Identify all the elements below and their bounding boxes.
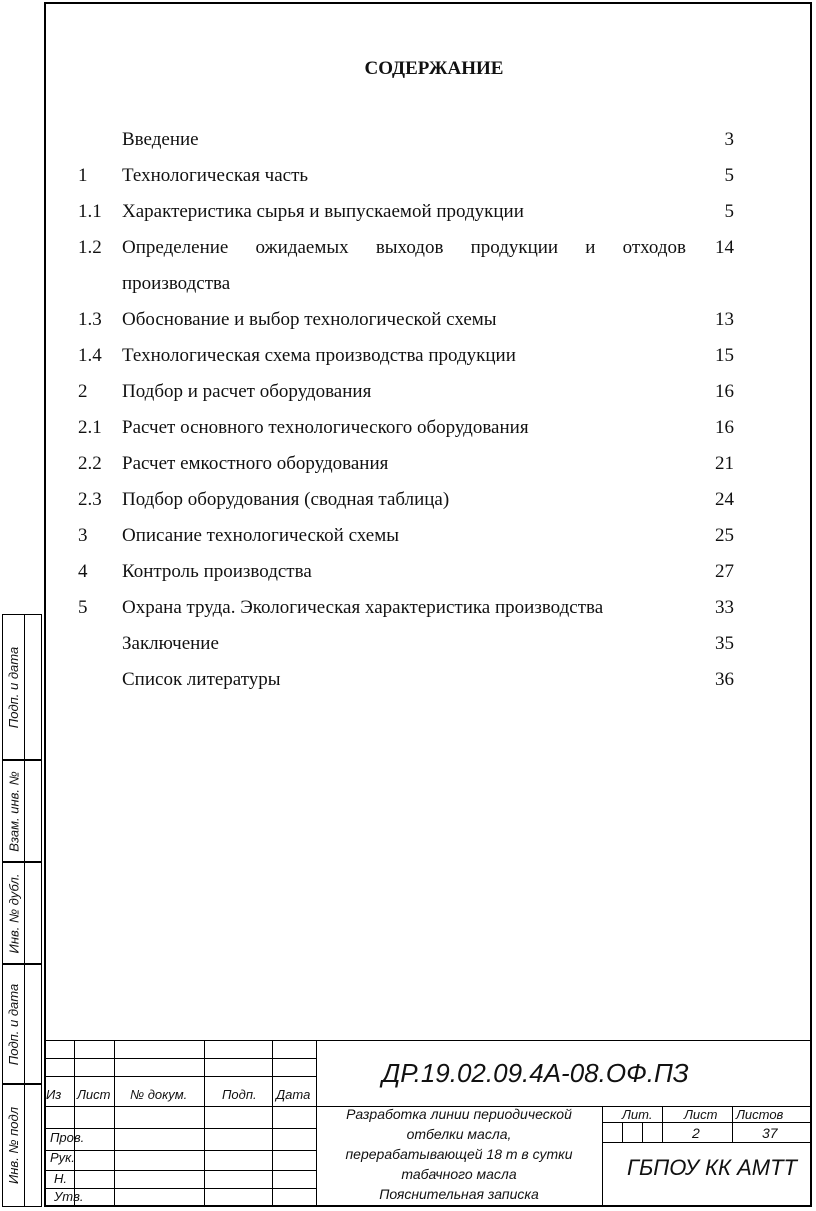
description-line: отбелки масла,: [406, 1126, 512, 1142]
toc-number: 5: [78, 597, 88, 618]
margin-cell-replace-inv: [2, 760, 42, 862]
toc-number: 2: [78, 381, 88, 402]
toc-page: 36: [715, 669, 734, 690]
toc-title: Описание технологической схемы: [122, 525, 400, 546]
toc-number: 4: [78, 561, 88, 582]
toc-number: 2.2: [78, 453, 102, 474]
toc-entry: [78, 590, 738, 626]
toc-entry: [78, 626, 738, 662]
toc-title: Подбор и расчет оборудования: [122, 381, 372, 402]
toc-page: 16: [715, 381, 734, 402]
toc-page: 15: [715, 345, 734, 366]
toc-page: 35: [715, 633, 734, 654]
toc-entry: [78, 194, 738, 230]
toc-entry: [78, 410, 738, 446]
toc-title: Список литературы: [122, 669, 281, 690]
toc-page: 21: [715, 453, 734, 474]
margin-label: Подп. и дата: [6, 646, 22, 728]
toc-entry: [78, 302, 738, 338]
sheets-total: 37: [762, 1125, 778, 1141]
toc-page: 3: [724, 129, 734, 150]
toc-number: [78, 122, 122, 158]
margin-cell-sign-date-2: [2, 964, 42, 1084]
toc-page: 24: [715, 489, 734, 510]
toc-title: Расчет емкостного оборудования: [122, 453, 389, 474]
toc-title: Охрана труда. Экологическая характеристика производства: [122, 597, 604, 618]
toc-page: 33: [715, 597, 734, 618]
toc-title: Подбор оборудования (сводная таблица): [122, 489, 450, 510]
col-doc-no: № докум.: [130, 1087, 188, 1102]
description-line: табачного масла: [401, 1166, 517, 1182]
margin-cell-orig-inv: [2, 1084, 42, 1207]
toc-title: Технологическая схема производства продукции: [122, 345, 516, 366]
toc-entry: [78, 338, 738, 374]
sheet-number: 2: [692, 1125, 700, 1141]
toc-title: Технологическая часть: [122, 165, 309, 186]
contents-heading: СОДЕРЖАНИЕ: [364, 58, 504, 79]
toc-number: [78, 626, 122, 662]
toc-number: 1.3: [78, 309, 102, 330]
col-date: Дата: [276, 1087, 311, 1102]
role-approved: Утв.: [54, 1189, 84, 1204]
sheet-label: Лист: [684, 1107, 718, 1122]
margin-cell-sign-date: [2, 614, 42, 760]
margin-label: Подп. и дата: [6, 983, 22, 1065]
table-of-contents: [78, 122, 738, 698]
toc-number: 1.4: [78, 345, 102, 366]
organization: ГБПОУ КК АМТТ: [627, 1155, 797, 1180]
toc-number: 2.3: [78, 489, 102, 510]
role-checked: Пров.: [50, 1130, 85, 1145]
toc-number: 3: [78, 525, 88, 546]
toc-page: 27: [715, 561, 734, 582]
toc-number: [78, 662, 122, 698]
toc-entry: [78, 518, 738, 554]
lit-label: Лит.: [622, 1107, 653, 1122]
toc-number: 1: [78, 165, 88, 186]
toc-page: 16: [715, 417, 734, 438]
description-line: Разработка линии периодической: [346, 1106, 572, 1122]
toc-entry: [78, 446, 738, 482]
toc-number: 2.1: [78, 417, 102, 438]
description-line: Пояснительная записка: [379, 1186, 539, 1202]
col-izm: Из: [46, 1087, 62, 1102]
toc-page: 13: [715, 309, 734, 330]
margin-label: Взам. инв. №: [6, 770, 22, 852]
role-supervisor: Рук.: [50, 1150, 75, 1165]
toc-title: Введение: [122, 129, 199, 150]
toc-entry: [78, 122, 738, 158]
description-line: перерабатывающей 18 т в сутки: [345, 1146, 573, 1162]
toc-entry: [78, 482, 738, 518]
margin-cell-dup-inv: [2, 862, 42, 964]
toc-page: 5: [724, 201, 734, 222]
toc-title: Расчет основного технологического оборудования: [122, 417, 529, 438]
document-code: ДР.19.02.09.4А-08.ОФ.ПЗ: [382, 1058, 689, 1088]
toc-title: Определение ожидаемых выходов продукции и отходов производства: [122, 237, 686, 294]
role-norm-control: Н.: [54, 1171, 67, 1186]
title-block: [44, 1040, 812, 1207]
toc-page: 14: [715, 237, 734, 258]
toc-entry: [78, 374, 738, 410]
margin-label: Инв. № подл: [6, 1106, 22, 1185]
toc-entry: [78, 230, 738, 302]
toc-number: 1.1: [78, 201, 102, 222]
toc-title: Обоснование и выбор технологической схемы: [122, 309, 497, 330]
toc-entry: [78, 554, 738, 590]
toc-page: 5: [724, 165, 734, 186]
col-sign: Подп.: [222, 1087, 257, 1102]
toc-title: Характеристика сырья и выпускаемой продукции: [122, 201, 524, 222]
toc-page: 25: [715, 525, 734, 546]
sheets-label: Листов: [736, 1107, 784, 1122]
toc-title: Контроль производства: [122, 561, 312, 582]
toc-number: 1.2: [78, 237, 102, 258]
col-sheet: Лист: [77, 1087, 111, 1102]
toc-title: Заключение: [122, 633, 219, 654]
toc-entry: [78, 158, 738, 194]
margin-label: Инв. № дубл.: [6, 873, 22, 953]
toc-entry: [78, 662, 738, 698]
document-description: [316, 1104, 602, 1204]
